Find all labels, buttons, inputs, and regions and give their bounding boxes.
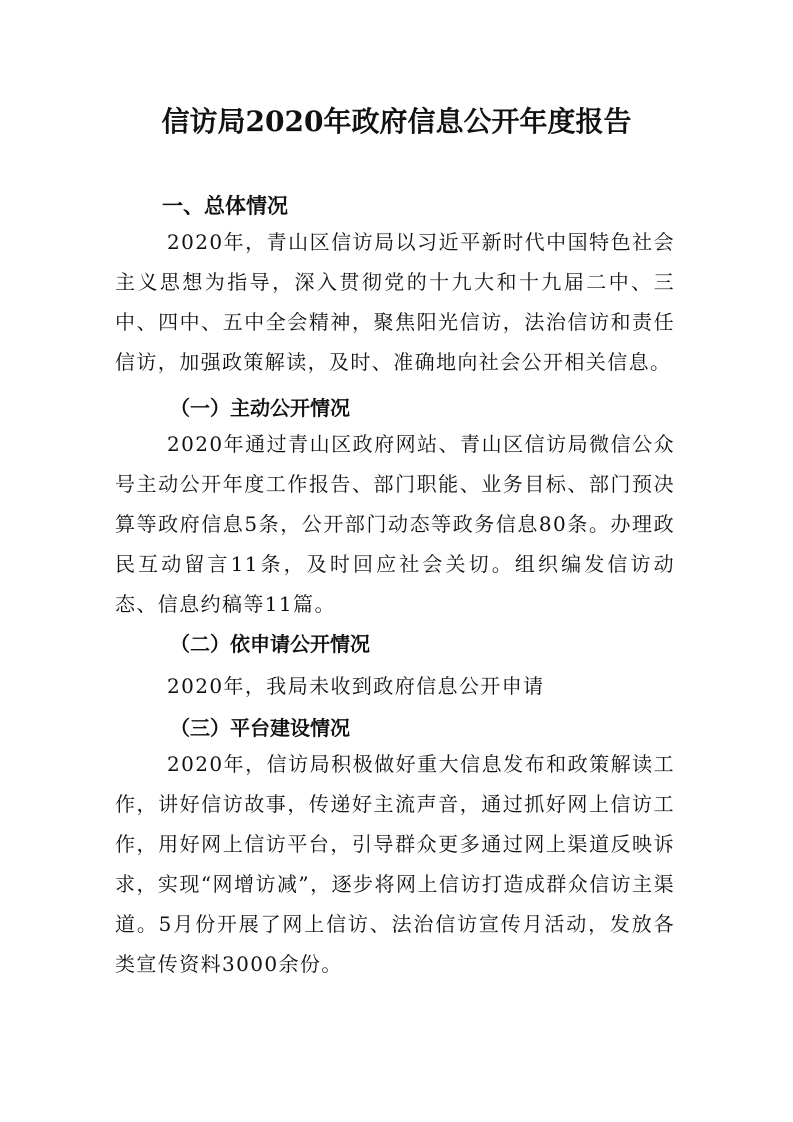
subsection-platform-paragraph: 2020年，信访局积极做好重大信息发布和政策解读工作，讲好信访故事，传递好主流声音，通过抓好网上信访工作，用好网上信访平台，引导群众更多通过网上渠道反映诉求，实现“网增访减”，逐步将网上信访打造成群众信访主渠道。5月份开展了网上信访、法治信访宣传月活动，发放各类宣传资料3000余份。 xyxy=(115,752,675,976)
subsection-on-request-paragraph: 2020年，我局未收到政府信息公开申请 xyxy=(167,674,545,698)
subsection-heading-platform: （三）平台建设情况 xyxy=(170,716,350,740)
subsection-heading-proactive: （一）主动公开情况 xyxy=(170,396,350,420)
subsection-proactive-paragraph: 2020年通过青山区政府网站、青山区信访局微信公众号主动公开年度工作报告、部门职能、业务目标、部门预决算等政府信息5条，公开部门动态等政务信息80条。办理政民互动留言11条，及时回应社会关切。组织编发信访动态、信息约稿等11篇。 xyxy=(115,432,675,616)
subsection-heading-on-request: （二）依申请公开情况 xyxy=(170,632,370,656)
document-title: 信访局2020年政府信息公开年度报告 xyxy=(161,105,632,138)
section-heading-overview: 一、总体情况 xyxy=(162,193,288,218)
section-overview-paragraph: 2020年，青山区信访局以习近平新时代中国特色社会主义思想为指导，深入贯彻党的十九大和十九届二中、三中、四中、五中全会精神，聚焦阳光信访，法治信访和责任信访，加强政策解读，及时、准确地向社会公开相关信息。 xyxy=(115,230,675,374)
